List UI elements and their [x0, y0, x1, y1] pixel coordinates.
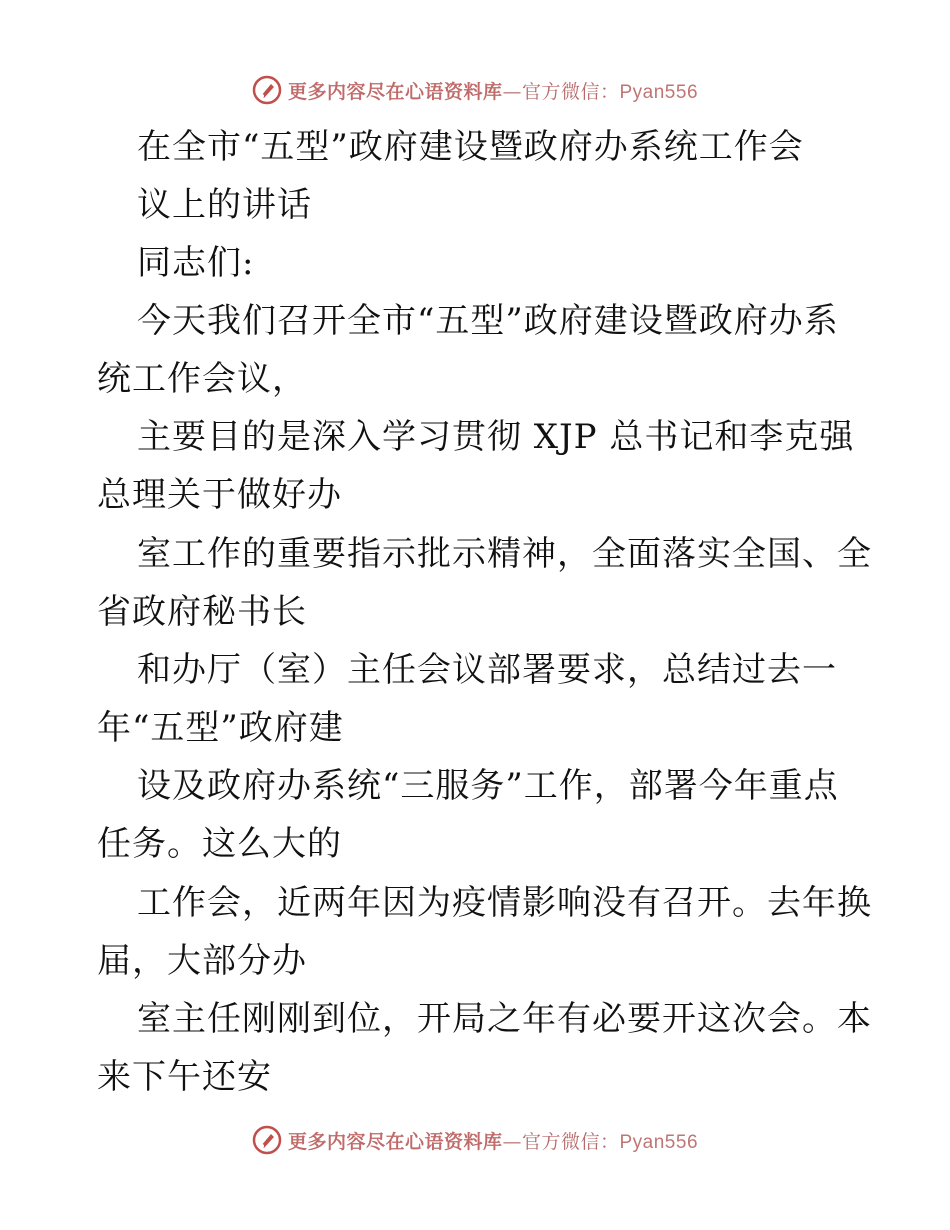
- paragraph-line: 来下午还安: [97, 1057, 272, 1097]
- watermark-text: [288, 77, 698, 104]
- watermark-main: 更多内容尽在心语资料库: [287, 1130, 503, 1153]
- salutation: 同志们:: [137, 243, 255, 283]
- watermark-wechat-id: Pyan556: [619, 81, 699, 103]
- watermark-separator: —: [502, 80, 522, 103]
- watermark-footer: [0, 1120, 950, 1160]
- watermark-separator: —: [502, 1130, 522, 1153]
- watermark-wechat-id: Pyan556: [619, 1131, 699, 1153]
- pen-nib-logo-icon: [252, 75, 282, 105]
- watermark-wechat-label: 官方微信：: [521, 1130, 620, 1153]
- paragraph-line: 年“五型”政府建: [97, 708, 344, 748]
- paragraph-line: 省政府秘书长: [97, 592, 307, 632]
- paragraph-line: 任务。这么大的: [97, 824, 342, 864]
- title-line-2: 议上的讲话: [137, 185, 312, 225]
- paragraph-line: 统工作会议，: [97, 359, 307, 399]
- paragraph-line: 主要目的是深入学习贯彻 XJP 总书记和李克强: [137, 417, 855, 457]
- watermark-text: [288, 1127, 698, 1154]
- paragraph-line: 设及政府办系统“三服务”工作，部署今年重点: [137, 766, 839, 806]
- paragraph-line: 室主任刚刚到位，开局之年有必要开这次会。本: [137, 999, 872, 1039]
- title-line-1: 在全市“五型”政府建设暨政府办系统工作会: [137, 127, 804, 167]
- paragraph-line: 和办厅（室）主任会议部署要求，总结过去一: [137, 650, 837, 690]
- paragraph-line: 工作会，近两年因为疫情影响没有召开。去年换: [137, 883, 872, 923]
- pen-nib-logo-icon: [252, 1125, 282, 1155]
- watermark-header: [0, 70, 950, 110]
- paragraph-line: 室工作的重要指示批示精神，全面落实全国、全: [137, 534, 872, 574]
- watermark-main: 更多内容尽在心语资料库: [287, 80, 503, 103]
- paragraph-line: 届，大部分办: [97, 941, 307, 981]
- paragraph-line: 总理关于做好办: [97, 475, 342, 515]
- paragraph-line: 今天我们召开全市“五型”政府建设暨政府办系: [137, 301, 839, 341]
- watermark-wechat-label: 官方微信：: [521, 80, 620, 103]
